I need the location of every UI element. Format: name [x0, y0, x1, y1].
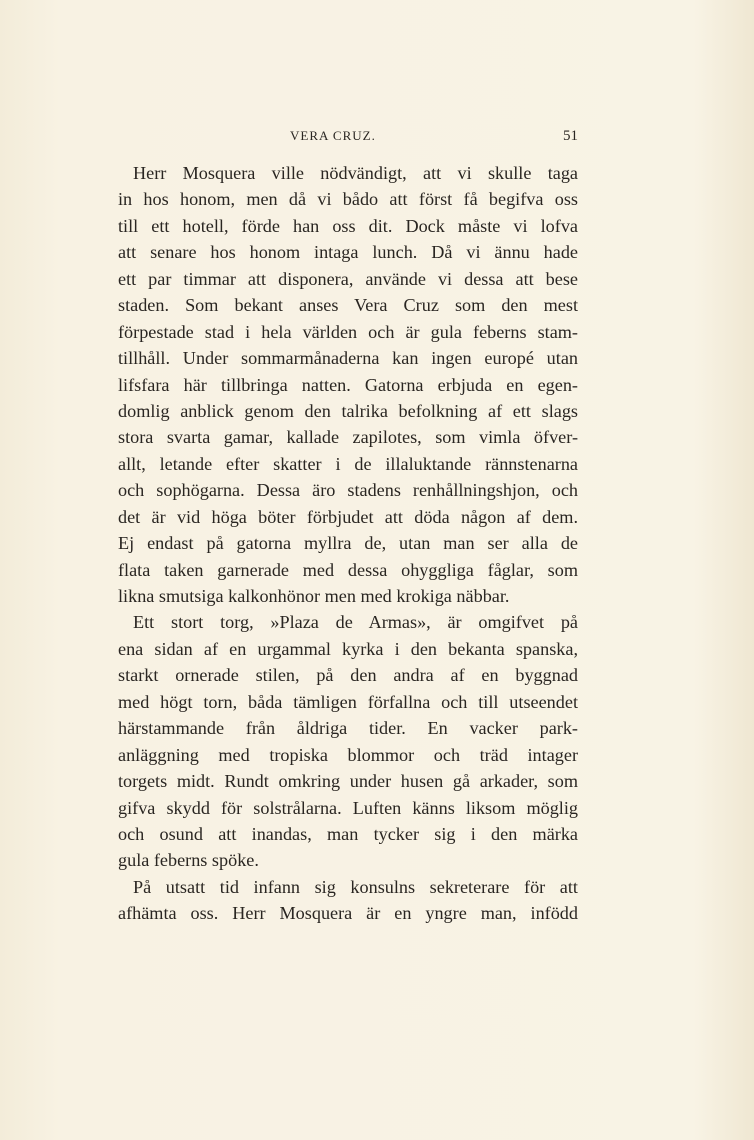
- text-line: allt, letande efter skatter i de illaluktande rännstenarna: [118, 453, 578, 474]
- text-line: lifsfara här tillbringa natten. Gatorna erbjuda en egen-: [118, 374, 578, 395]
- text-line: domlig anblick genom den talrika befolkning af ett slags: [118, 400, 578, 421]
- text-line: staden. Som bekant anses Vera Cruz som den mest: [118, 295, 578, 316]
- text-line: det är vid höga böter förbjudet att döda någon af dem.: [118, 506, 578, 527]
- text-line: att senare hos honom intaga lunch. Då vi ännu hade: [118, 242, 578, 263]
- text-line: till ett hotell, förde han oss dit. Dock måste vi lofva: [118, 215, 578, 236]
- text-line: och osund att inandas, man tycker sig i den märka: [118, 823, 578, 844]
- text-line: afhämta oss. Herr Mosquera är en yngre man, infödd: [118, 903, 578, 924]
- text-line: härstammande från åldriga tider. En vacker park-: [118, 718, 578, 739]
- text-line: in hos honom, men då vi bådo att först få begifva oss: [118, 189, 578, 210]
- text-line: likna smutsiga kalkonhönor men med krokiga näbbar.: [118, 586, 510, 606]
- text-line: starkt ornerade stilen, på den andra af en byggnad: [118, 665, 578, 686]
- text-line: flata taken garnerade med dessa ohyggliga fåglar, som: [118, 559, 578, 580]
- text-line: Ett stort torg, »Plaza de Armas», är omgifvet på: [133, 612, 578, 633]
- text-line: och sophögarna. Dessa äro stadens renhållningshjon, och: [118, 480, 578, 501]
- text-line: ett par timmar att disponera, använde vi dessa att bese: [118, 268, 578, 289]
- page-number: 51: [563, 128, 578, 144]
- text-line: ena sidan af en urgammal kyrka i den bekanta spanska,: [118, 638, 578, 659]
- text-line: gula feberns spöke.: [118, 850, 259, 871]
- text-line: På utsatt tid infann sig konsulns sekreterare för att: [133, 876, 578, 897]
- body-text: [118, 160, 578, 927]
- text-line: Ej endast på gatorna myllra de, utan man ser alla de: [118, 533, 578, 554]
- running-title: VERA CRUZ.: [290, 128, 376, 143]
- text-line: anläggning med tropiska blommor och träd intager: [118, 744, 578, 765]
- text-line: förpestade stad i hela världen och är gula feberns stam-: [118, 321, 578, 342]
- text-line: stora svarta gamar, kallade zapilotes, som vimla öfver-: [118, 427, 578, 448]
- text-line: torgets midt. Rundt omkring under husen gå arkader, som: [118, 771, 578, 792]
- text-line: Herr Mosquera ville nödvändigt, att vi skulle taga: [133, 163, 578, 183]
- text-line: tillhåll. Under sommarmånaderna kan ingen europé utan: [118, 348, 578, 369]
- text-line: gifva skydd för solstrålarna. Luften känns liksom möglig: [118, 797, 578, 818]
- text-line: med högt torn, båda tämligen förfallna och till utseendet: [118, 691, 578, 712]
- page-header: [118, 128, 578, 152]
